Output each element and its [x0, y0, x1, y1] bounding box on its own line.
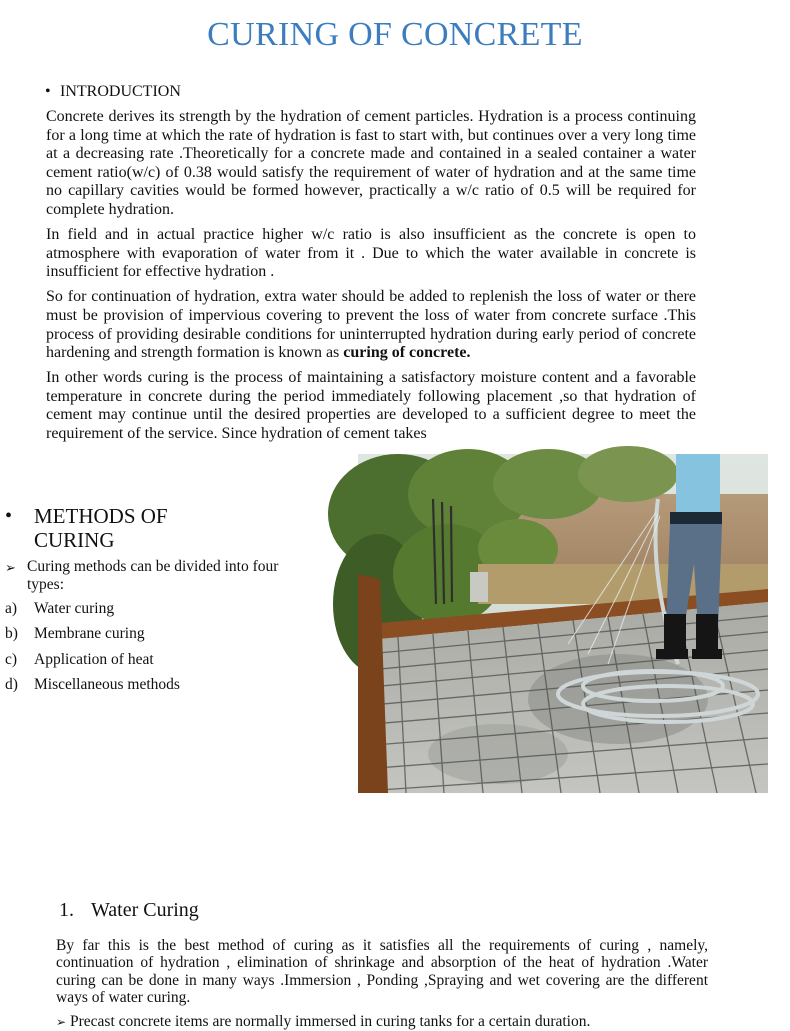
list-item-label: Miscellaneous methods [34, 676, 180, 694]
methods-heading [5, 505, 214, 552]
methods-intro [5, 558, 305, 593]
methods-intro-text: Curing methods can be divided into four types: [27, 558, 279, 593]
intro-paragraph: In other words curing is the process of maintaining a satisfactory moisture content and a favorable temperature in concrete during the period immediately following placement ,so that hydration of cement may continue until the desired properties are developed to a sufficient degree to meet the requirement of the service. Since hydration of cement takes [46, 369, 696, 442]
intro-heading-text: INTRODUCTION [60, 83, 181, 100]
water-curing-heading-text: Water Curing [91, 899, 199, 921]
list-item-label: Membrane curing [34, 625, 145, 643]
list-marker: c) [5, 650, 18, 668]
intro-heading [45, 83, 181, 101]
list-item [5, 676, 180, 701]
intro-body [46, 108, 696, 442]
arrow-bullet-icon: ➢ [5, 560, 16, 575]
intro-paragraph: Concrete derives its strength by the hydration of cement particles. Hydration is a process continuing for a long time at which the rate of hydration is fast to start with, but continues over a very long time at a decreasing rate .Theoretically for a concrete made and contained in a sealed container a water cement ratio(w/c) of 0.38 would satisfy the requirement of water of hydration and at the same time no capillary cavities would be formed however, practically a w/c ratio of 0.5 will be required for complete hydration. [46, 108, 696, 218]
list-marker: a) [5, 600, 18, 617]
water-curing-body: By far this is the best method of curing as it satisfies all the requirements of curing , namely, continuation of hydration , elimination of shrinkage and absorption of the heat of hydration .Water curing can be done in many ways .Immersion , Ponding ,Spraying and wet covering are the different ways of water curing. [56, 937, 708, 1007]
arrow-bullet-icon: ➢ [56, 1015, 67, 1029]
intro-paragraph-text: So for continuation of hydration, extra water should be added to replenish the loss of water or there must be provision of impervious covering to prevent the loss of water from concrete surface .This process of providing desirable conditions for uninterrupted hydration during early period of concrete hardening and strength formation is known as [46, 288, 696, 362]
list-marker: b) [5, 625, 18, 643]
water-curing-note [56, 1013, 716, 1031]
concrete-curing-photo [358, 454, 768, 793]
water-curing-note-text: Precast concrete items are normally immersed in curing tanks for a certain duration. [70, 1013, 591, 1030]
intro-paragraph [46, 288, 696, 362]
list-marker: d) [5, 676, 18, 694]
bullet-icon: • [45, 83, 51, 100]
water-curing-heading [59, 899, 199, 922]
list-item-label: Application of heat [34, 650, 154, 668]
methods-heading-text: METHODS OF CURING [34, 504, 168, 552]
heading-number: 1. [59, 899, 74, 921]
list-item-label: Water curing [34, 600, 115, 617]
list-item [5, 625, 180, 650]
intro-paragraph: In field and in actual practice higher w/c ratio is also insufficient as the concrete is open to atmosphere with evaporation of water from it . Due to which the water available in concrete is insufficient for effective hydration . [46, 226, 696, 281]
page-title: CURING OF CONCRETE [207, 16, 583, 53]
list-item [5, 600, 180, 625]
methods-list [5, 600, 180, 702]
list-item [5, 651, 180, 676]
bullet-icon: • [5, 505, 13, 527]
curing-emphasis: curing of concrete. [343, 344, 471, 362]
